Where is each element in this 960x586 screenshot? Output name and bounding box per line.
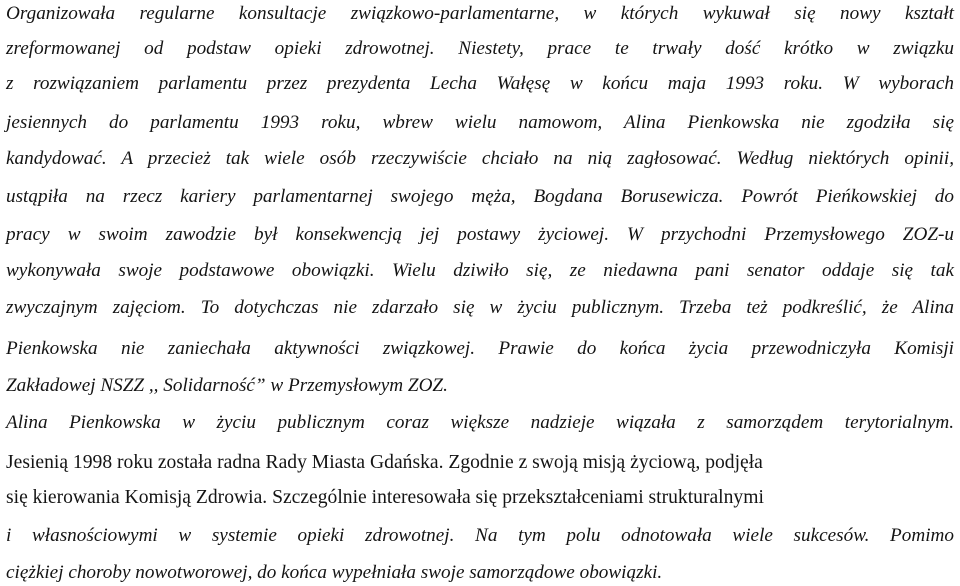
text-line: Zakładowej NSZZ ,, Solidarność” w Przemysłowym ZOZ. <box>6 375 448 396</box>
text-line: się kierowania Komisją Zdrowia. Szczególnie interesowała się przekształceniami strukturalnymi <box>6 487 764 508</box>
text-line: Alina Pienkowska w życiu publicznym coraz większe nadzieje wiązała z samorządem terytorialnym. <box>6 412 954 433</box>
text-line: z rozwiązaniem parlamentu przez prezydenta Lecha Wałęsę w końcu maja 1993 roku. W wyborach <box>6 73 954 94</box>
text-line: Pienkowska nie zaniechała aktywności związkowej. Prawie do końca życia przewodniczyła Komisji <box>6 338 954 359</box>
text-line: pracy w swoim zawodzie był konsekwencją jej postawy życiowej. W przychodni Przemysłowego ZOZ-u <box>6 224 954 245</box>
text-line: ustąpiła na rzecz kariery parlamentarnej swojego męża, Bogdana Borusewicza. Powrót Pieńkowskiej do <box>6 186 954 207</box>
text-line: zreformowanej od podstaw opieki zdrowotnej. Niestety, prace te trwały dość krótko w związku <box>6 38 954 59</box>
text-line: Organizowała regularne konsultacje związkowo-parlamentarne, w których wykuwał się nowy kształt <box>6 3 954 24</box>
text-line: jesiennych do parlamentu 1993 roku, wbrew wielu namowom, Alina Pienkowska nie zgodziła się <box>6 112 954 133</box>
text-line: i własnościowymi w systemie opieki zdrowotnej. Na tym polu odnotowała wiele sukcesów. Pomimo <box>6 525 954 546</box>
text-line: Jesienią 1998 roku została radna Rady Miasta Gdańska. Zgodnie z swoją misją życiową, podjęła <box>6 452 763 473</box>
text-line: zwyczajnym zajęciom. To dotychczas nie zdarzało się w życiu publicznym. Trzeba też podkreślić, że Alina <box>6 297 954 318</box>
text-line: kandydować. A przecież tak wiele osób rzeczywiście chciało na nią zagłosować. Według niektórych opinii, <box>6 148 954 169</box>
text-line: wykonywała swoje podstawowe obowiązki. Wielu dziwiło się, ze niedawna pani senator oddaje się tak <box>6 260 954 281</box>
text-line: ciężkiej choroby nowotworowej, do końca wypełniała swoje samorządowe obowiązki. <box>6 562 663 583</box>
